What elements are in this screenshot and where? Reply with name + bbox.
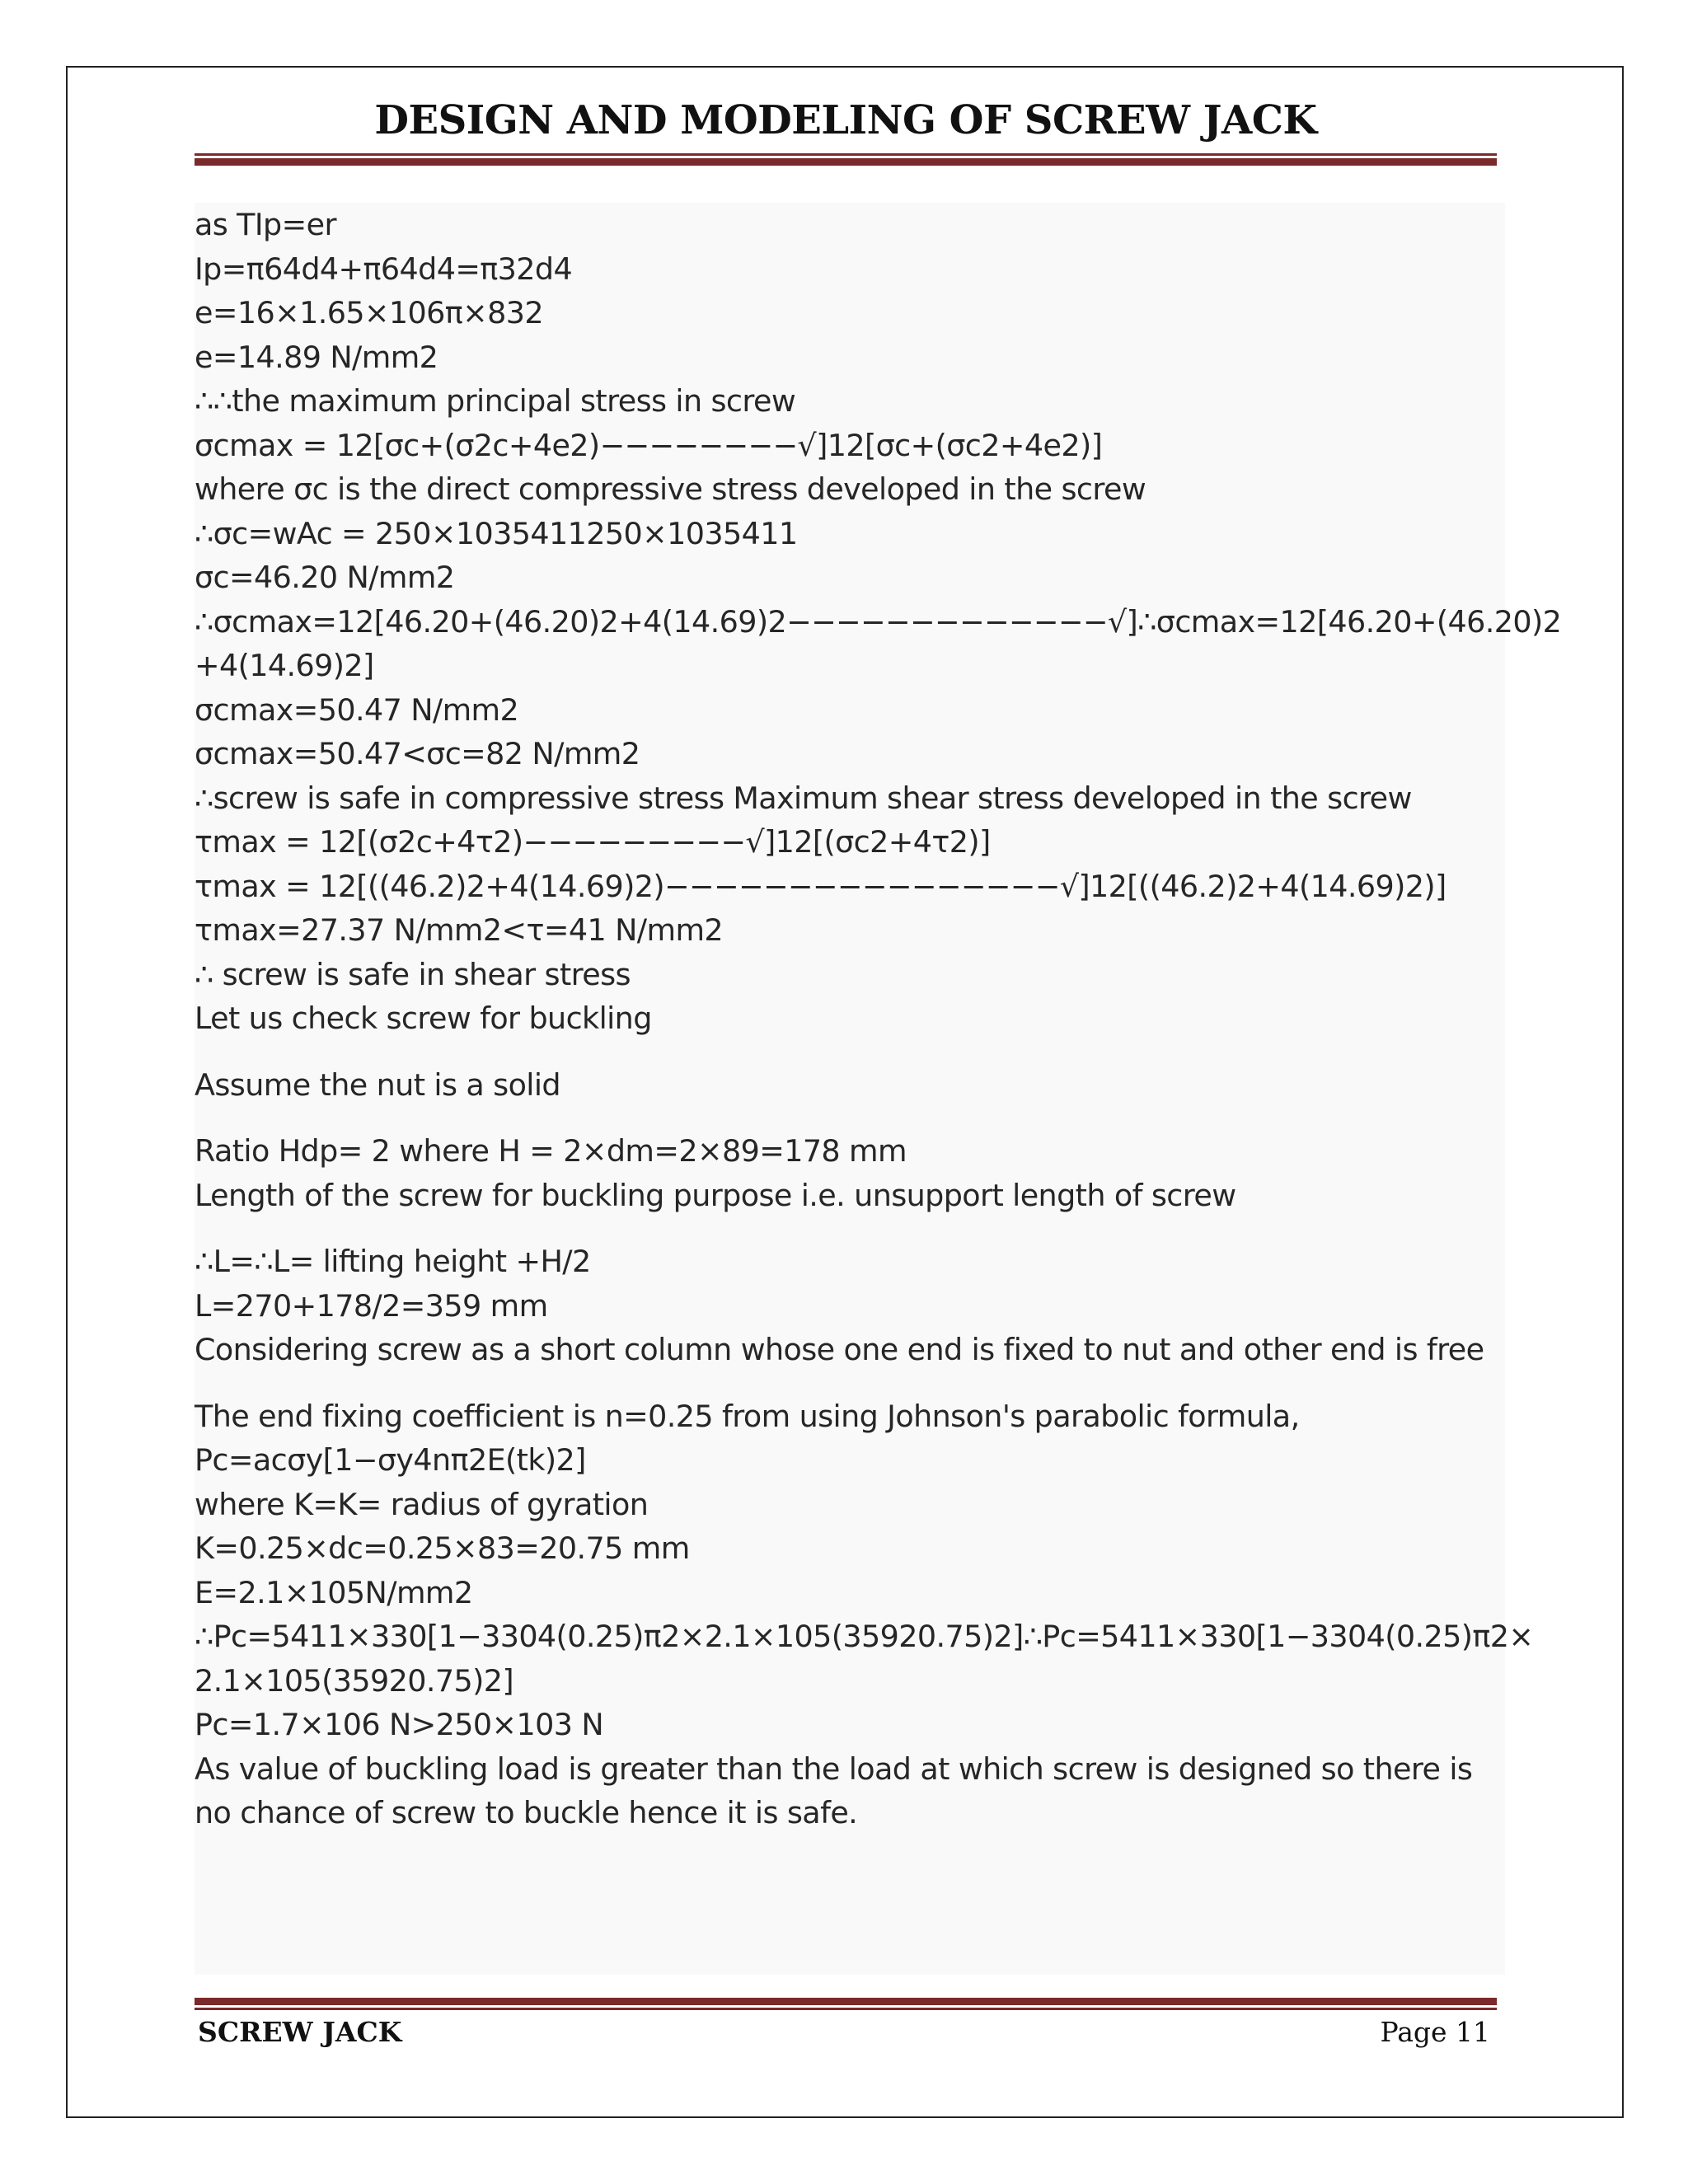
text-line: Pc=1.7×106 N>250×103 N — [195, 1707, 604, 1742]
text-line: where K=K= radius of gyration — [195, 1486, 649, 1522]
text-line: ∴L=∴L= lifting height +H/2 — [195, 1244, 591, 1279]
text-line: σcmax=50.47<σc=82 N/mm2 — [195, 736, 640, 771]
document-body — [195, 203, 1562, 1975]
text-line: τmax=27.37 N/mm2<τ=41 N/mm2 — [195, 912, 724, 948]
paragraph-gap — [195, 1217, 1505, 1240]
text-line: Length of the screw for buckling purpose i.e. unsupport length of screw — [195, 1177, 1236, 1213]
text-line: ∴Pc=5411×330[1−3304(0.25)π2×2.1×105(35920.75)2]∴Pc=5411×330[1−3304(0.25)π2× — [195, 1619, 1534, 1654]
text-line: as TIp=er — [195, 207, 336, 242]
text-line: Let us check screw for buckling — [195, 1001, 652, 1036]
text-line: Ratio Hdp= 2 where H = 2×dm=2×89=178 mm — [195, 1133, 907, 1169]
text-line: ∴ screw is safe in shear stress — [195, 956, 631, 992]
page-title: DESIGN AND MODELING OF SCREW JACK — [374, 97, 1317, 143]
text-line: Pc=acσy[1−σy4nπ2E(tk)2] — [195, 1442, 586, 1478]
text-line: E=2.1×105N/mm2 — [195, 1574, 473, 1610]
text-line: ∴screw is safe in compressive stress Maximum shear stress developed in the screw — [195, 780, 1412, 816]
text-line: The end fixing coefficient is n=0.25 from using Johnson's parabolic formula, — [195, 1398, 1300, 1434]
text-line: e=14.89 N/mm2 — [195, 339, 438, 375]
text-line: where σc is the direct compressive stress developed in the screw — [195, 471, 1146, 507]
text-line: +4(14.69)2] — [195, 648, 374, 683]
header-rule — [195, 153, 1497, 166]
text-line: K=0.25×dc=0.25×83=20.75 mm — [195, 1530, 690, 1566]
footer-rule — [195, 1998, 1497, 2010]
text-line: τmax = 12[(σ2c+4τ2)−−−−−−−−−√]12[(σc2+4τ2)] — [195, 824, 991, 860]
text-line: e=16×1.65×106π×832 — [195, 295, 544, 330]
text-line: 2.1×105(35920.75)2] — [195, 1662, 513, 1699]
text-line: σcmax = 12[σc+(σ2c+4e2)−−−−−−−−√]12[σc+(σc2+4e2)] — [195, 427, 1103, 463]
text-line: τmax = 12[((46.2)2+4(14.69)2)−−−−−−−−−−−−−−−−√]12[((46.2)2+4(14.69)2)] — [195, 868, 1447, 904]
text-line: σcmax=50.47 N/mm2 — [195, 691, 519, 728]
text-line: L=270+178/2=359 mm — [195, 1287, 548, 1324]
text-line: Ip=π64d4+π64d4=π32d4 — [195, 251, 573, 287]
paragraph-gap — [195, 1372, 1505, 1394]
text-line: ∴∴the maximum principal stress in screw — [195, 383, 796, 419]
text-line: Considering screw as a short column whose one end is fixed to nut and other end is free — [195, 1332, 1484, 1367]
text-line: As value of buckling load is greater than the load at which screw is designed so there is — [195, 1750, 1473, 1787]
text-line: Assume the nut is a solid — [195, 1066, 560, 1103]
paragraph-gap — [195, 1107, 1505, 1129]
page-number: Page 11 — [1380, 2016, 1490, 2048]
paragraph-gap — [195, 1041, 1505, 1063]
text-line: σc=46.20 N/mm2 — [195, 560, 455, 595]
footer-title: SCREW JACK — [198, 2016, 402, 2048]
text-line: ∴σc=wAc = 250×1035411250×1035411 — [195, 515, 798, 551]
text-line: no chance of screw to buckle hence it is safe. — [195, 1795, 858, 1830]
text-line: ∴σcmax=12[46.20+(46.20)2+4(14.69)2−−−−−−−−−−−−−√]∴σcmax=12[46.20+(46.20)2 — [195, 603, 1562, 640]
